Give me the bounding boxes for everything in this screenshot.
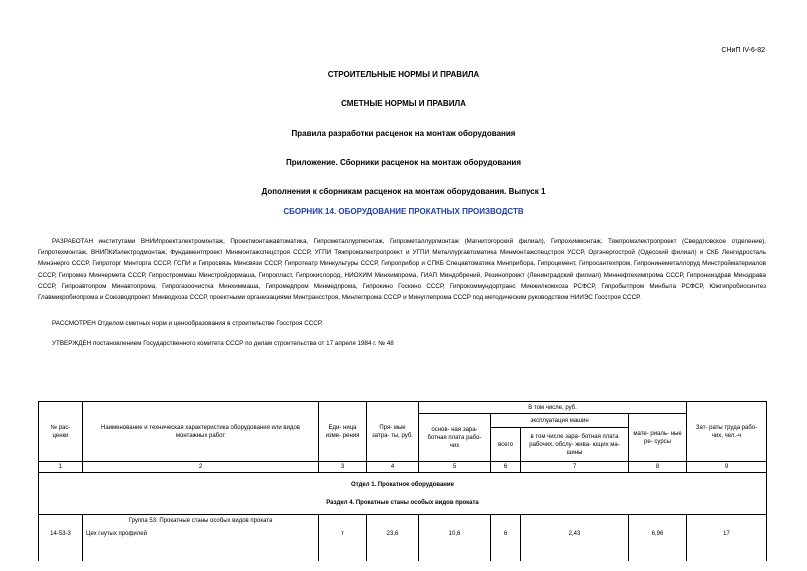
section-headings — [39, 473, 767, 515]
col-number: 5 — [419, 462, 491, 473]
developed-paragraph — [38, 236, 766, 308]
section-title: Отдел 1. Прокатное оборудование — [351, 481, 454, 488]
developed-text: РАЗРАБОТАН институтами ВНИИпроектэлектромонтаж, Проектмонтажавтоматика, Гипрометаллургмонтаж, Гипрометаллургмонтаж (Магнитогорский филиал), Гипрохиммонтаж, Тяжпромэлектропроект (Свердловское отделение), Гипротехмонтаж, ВНИПКИэлектродмонтаж, Фундаментпроект Минмонтажспецстроя СССР, УГПИ Тяжпромэлектропроект и УГПИ Металлургавтоматика Минмонтажспецстроя УССР, Оргэнергострой (Одесский филиал) и СКБ Ленгидросталь Минэнерго СССР, Гипроторг Минторга СССР, ГСПИ и Гипросвязь Минсвязи СССР, Гипротеатр Минкультуры СССР, Гипроприбор и СПКБ Спецавтоматика Минприбора, Гипроцемент, Гипросантехпром, Гипронинеметаллоруд Минстройматериалов СССР, Гипромез Минчермета СССР, Гипростроммаш Минстройдормаша, Гипропласт, Гипрокислород, НИОХИМ Минхимпрома, ГИАП Миндобрений, Резинопроект (Ленинградский филиал) Миннефтехимпрома СССР, Гипронииздрав Минздрава СССР, Гипроавтопром Минавтопрома, Гипрогазоочистка Минхиммаша, Гипромедпром Минмедпрома, Гипрокино Госкино СССР, Гипрокоммундортранс Минжилкомхоза РСФСР, Гипробытпром Минбыта РСФСР, Южгипробиосинтез Главмикробиопрома и Союзводпроект Минводхоза СССР, проектными организациями Минтрансстроя, Минлегпрома СССР и Минуглепрома СССР под методическим руководством НИИЭС Госстроя СССР. — [38, 238, 766, 302]
header-including: В том числе, руб. — [419, 402, 687, 414]
reviewed-text: РАССМОТРЕН Отделом сметных норм и ценообразования в строительстве Госстроя СССР. — [52, 320, 323, 327]
row-labor: 17 — [687, 527, 767, 541]
header-direct-costs: Пря- мые затра- ты, руб. — [367, 402, 419, 462]
col-number: 3 — [319, 462, 367, 473]
document-code: СНиП IV-6-82 — [721, 47, 765, 54]
col-number: 2 — [83, 462, 319, 473]
header-base-wage: основ- ная зара- ботная плата рабо- чих — [419, 414, 491, 462]
row-unit: т — [319, 527, 367, 541]
header-num: № рас- ценки — [39, 402, 83, 462]
row-machines-total: 6 — [491, 527, 521, 541]
header-materials: мате- риаль- ные ре- сурсы — [629, 414, 687, 462]
approved-paragraph — [38, 338, 766, 349]
header-name: Наименование и техническая характеристика оборудования или видов монтажных работ — [83, 402, 319, 462]
title-estimate-norms: СМЕТНЫЕ НОРМЫ И ПРАВИЛА — [341, 99, 466, 108]
row-machine-wage: 2,43 — [521, 527, 629, 541]
col-number: 9 — [687, 462, 767, 473]
col-number: 4 — [367, 462, 419, 473]
row-name: Цех гнутых профилей — [83, 527, 319, 541]
col-number: 8 — [629, 462, 687, 473]
row-direct-costs: 23,6 — [367, 527, 419, 541]
col-number: 6 — [491, 462, 521, 473]
col-number: 7 — [521, 462, 629, 473]
row-materials: 6,96 — [629, 527, 687, 541]
header-unit: Еди- ница изме- рения — [319, 402, 367, 462]
title-additions: Дополнения к сборникам расценок на монтаж оборудования. Выпуск 1 — [261, 187, 546, 196]
approved-text: УТВЕРЖДЕН постановлением Государственного комитета СССР по делам строительства от 17 апреля 1984 г. № 48 — [52, 340, 394, 347]
row-base-wage: 10,6 — [419, 527, 491, 541]
row-num: 14-53-3 — [39, 527, 83, 541]
header-labor: Зат- раты труда рабо- чих, чел.-ч — [687, 402, 767, 462]
title-rules: Правила разработки расценок на монтаж оборудования — [291, 129, 516, 138]
title-building-norms: СТРОИТЕЛЬНЫЕ НОРМЫ И ПРАВИЛА — [327, 70, 480, 79]
title-collection: СБОРНИК 14. ОБОРУДОВАНИЕ ПРОКАТНЫХ ПРОИЗВОДСТВ — [283, 207, 524, 216]
header-machine-wage: в том числе зара- ботная плата рабочих, обслу- жива- ющих ма- шины — [521, 428, 629, 462]
group-title: Группа 53. Прокатные станы особых видов проката — [83, 515, 319, 527]
table-row — [39, 527, 767, 541]
reviewed-paragraph — [38, 318, 766, 329]
rates-table — [38, 401, 767, 561]
col-number: 1 — [39, 462, 83, 473]
header-machines: эксплуатация машин — [491, 414, 629, 428]
header-machines-total: всего — [491, 428, 521, 462]
title-appendix: Приложение. Сборники расценок на монтаж оборудования — [285, 158, 522, 167]
subsection-title: Раздел 4. Прокатные станы особых видов проката — [326, 499, 479, 506]
